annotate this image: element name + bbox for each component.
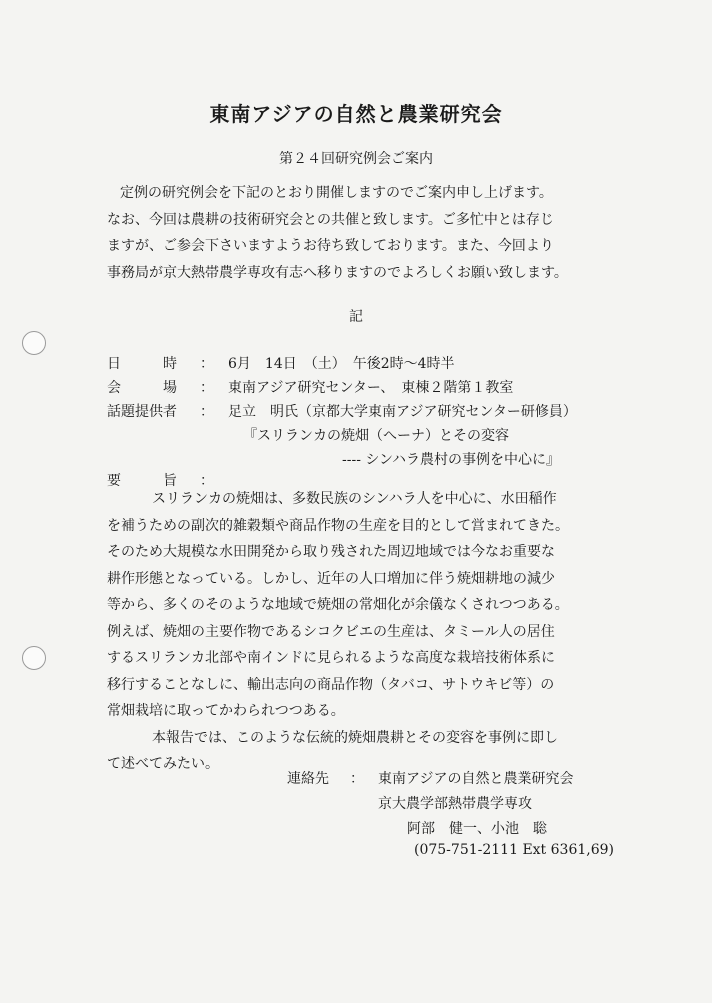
summary-paragraph xyxy=(107,486,607,778)
talk-title-line: 『スリランカの焼畑（へーナ）とその変容 xyxy=(243,428,509,444)
ki-heading: 記 xyxy=(349,309,363,325)
intro-paragraph xyxy=(107,180,627,286)
contact-colon: ： xyxy=(350,771,364,787)
contact-names: 阿部 健一、小池 聡 xyxy=(407,821,547,837)
summary-line: スリランカの焼畑は、多数民族のシンハラ人を中心に、水田稲作 xyxy=(152,491,557,507)
summary-colon: ： xyxy=(200,473,214,489)
summary-line: 耕作形態となっている。しかし、近年の人口増加に伴う焼畑耕地の減少 xyxy=(107,570,555,587)
summary-line: そのため大規模な水田開発から取り残された周辺地域では今なお重要な xyxy=(107,544,555,560)
summary-line: 移行することなしに、輸出志向の商品作物（タバコ、サトウキビ等）の xyxy=(107,676,555,693)
document-subtitle: 第２４回研究例会ご案内 xyxy=(279,151,433,167)
intro-line: ますが、ご参会下さいますようお待ち致しております。また、今回より xyxy=(107,238,554,254)
contact-phone: (075-751-2111 Ext 6361,69) xyxy=(414,842,614,858)
summary-line: 常畑栽培に取ってかわられつつある。 xyxy=(107,703,345,719)
punch-hole-icon xyxy=(22,331,46,355)
summary-line: 例えば、焼畑の主要作物であるシコクビエの生産は、タミール人の居住 xyxy=(107,623,555,640)
contact-dept: 京大農学部熱帯農学専攻 xyxy=(378,796,532,812)
intro-line: なお、今回は農耕の技術研究会との共催と致します。ご多忙中とは存じ xyxy=(107,211,554,228)
intro-line: 事務局が京大熱帯農学専攻有志へ移りますのでよろしくお願い致します。 xyxy=(107,264,568,281)
summary-line: を補うための副次的雑穀類や商品作物の生産を目的として営まれてきた。 xyxy=(107,517,569,534)
summary-line: 本報告では、このような伝統的焼畑農耕とその変容を事例に即し xyxy=(152,729,558,746)
summary-line: 等から、多くのそのような地域で焼畑の常畑化が余儀なくされつつある。 xyxy=(107,597,569,613)
contact-label: 連絡先 xyxy=(287,771,329,787)
talk-title-line: ---- シンハラ農村の事例を中心に』 xyxy=(342,452,561,468)
venue-label: 会 場 xyxy=(107,380,177,396)
summary-label: 要 旨 xyxy=(107,473,177,489)
intro-line: 定例の研究例会を下記のとおり開催しますのでご案内申し上げます。 xyxy=(120,185,553,201)
date-value: 6月 14日 （土） 午後2時～4時半 xyxy=(228,356,455,372)
speaker-value: 足立 明氏（京都大学東南アジア研究センター研修員） xyxy=(228,404,577,420)
punch-hole-icon xyxy=(22,646,46,670)
date-label: 日 時 xyxy=(107,356,177,372)
summary-line: て述べてみたい。 xyxy=(107,756,219,772)
venue-colon: ： xyxy=(200,380,214,396)
date-colon: ： xyxy=(200,356,214,372)
contact-org: 東南アジアの自然と農業研究会 xyxy=(378,771,574,787)
document-title: 東南アジアの自然と農業研究会 xyxy=(209,102,503,126)
speaker-label: 話題提供者 xyxy=(107,404,177,420)
venue-value: 東南アジア研究センター、 東棟２階第１教室 xyxy=(228,380,514,396)
speaker-colon: ： xyxy=(200,404,214,420)
summary-line: するスリランカ北部や南インドに見られるような高度な栽培技術体系に xyxy=(107,650,555,666)
